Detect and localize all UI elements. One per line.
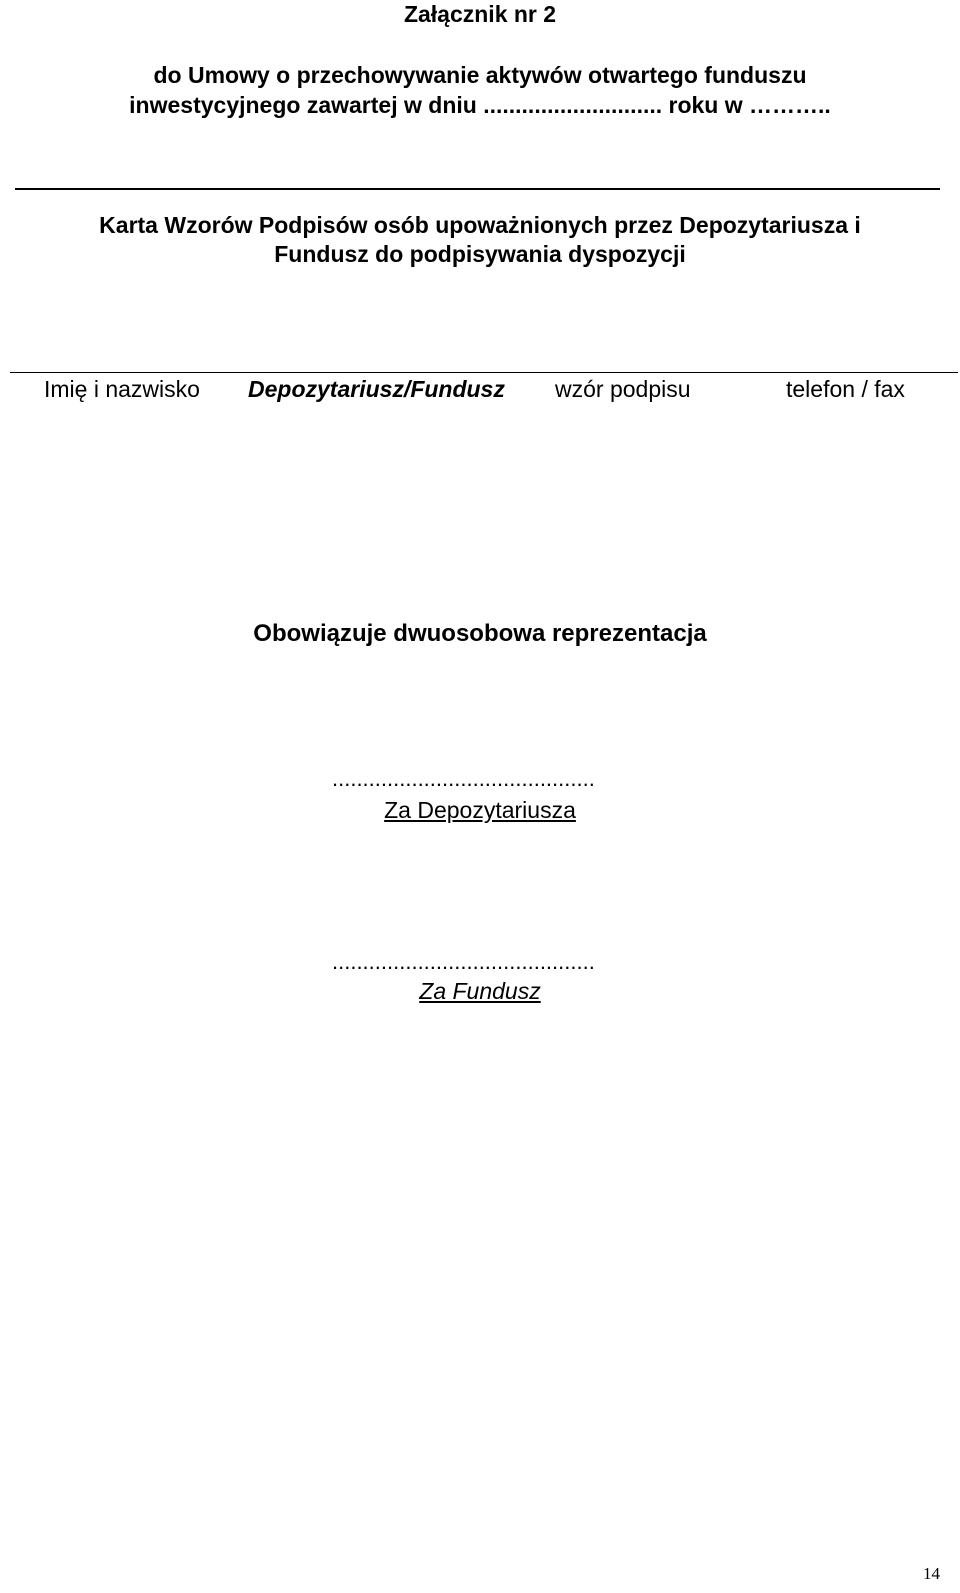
- column-header-party: Depozytariusz/Fundusz: [248, 376, 505, 402]
- card-title: [0, 211, 960, 269]
- page-number: 14: [923, 1564, 940, 1583]
- agreement-subtitle-line-2: inwestycyjnego zawartej w dniu ............................ roku w ………..: [129, 92, 831, 118]
- column-header-signature: wzór podpisu: [555, 376, 691, 402]
- annex-title: Załącznik nr 2: [403, 1, 557, 27]
- signature-label-depositary: Za Depozytariusza: [384, 797, 576, 823]
- agreement-subtitle: [0, 60, 960, 120]
- agreement-subtitle-line-1: do Umowy o przechowywanie aktywów otwartego funduszu: [153, 62, 807, 88]
- card-title-line-1: Karta Wzorów Podpisów osób upoważnionych przez Depozytariusza i: [99, 212, 861, 238]
- signature-label-fund: Za Fundusz: [419, 978, 541, 1004]
- signature-line-fund: ...........................................: [332, 949, 595, 974]
- column-header-phone: telefon / fax: [786, 376, 905, 402]
- table-header-divider: [10, 372, 958, 373]
- card-title-line-2: Fundusz do podpisywania dyspozycji: [274, 241, 686, 267]
- representation-note: Obowiązuje dwuosobowa reprezentacja: [253, 620, 707, 647]
- top-divider: [15, 188, 940, 190]
- column-header-name: Imię i nazwisko: [44, 376, 200, 402]
- signature-line-depositary: ...........................................: [332, 766, 595, 791]
